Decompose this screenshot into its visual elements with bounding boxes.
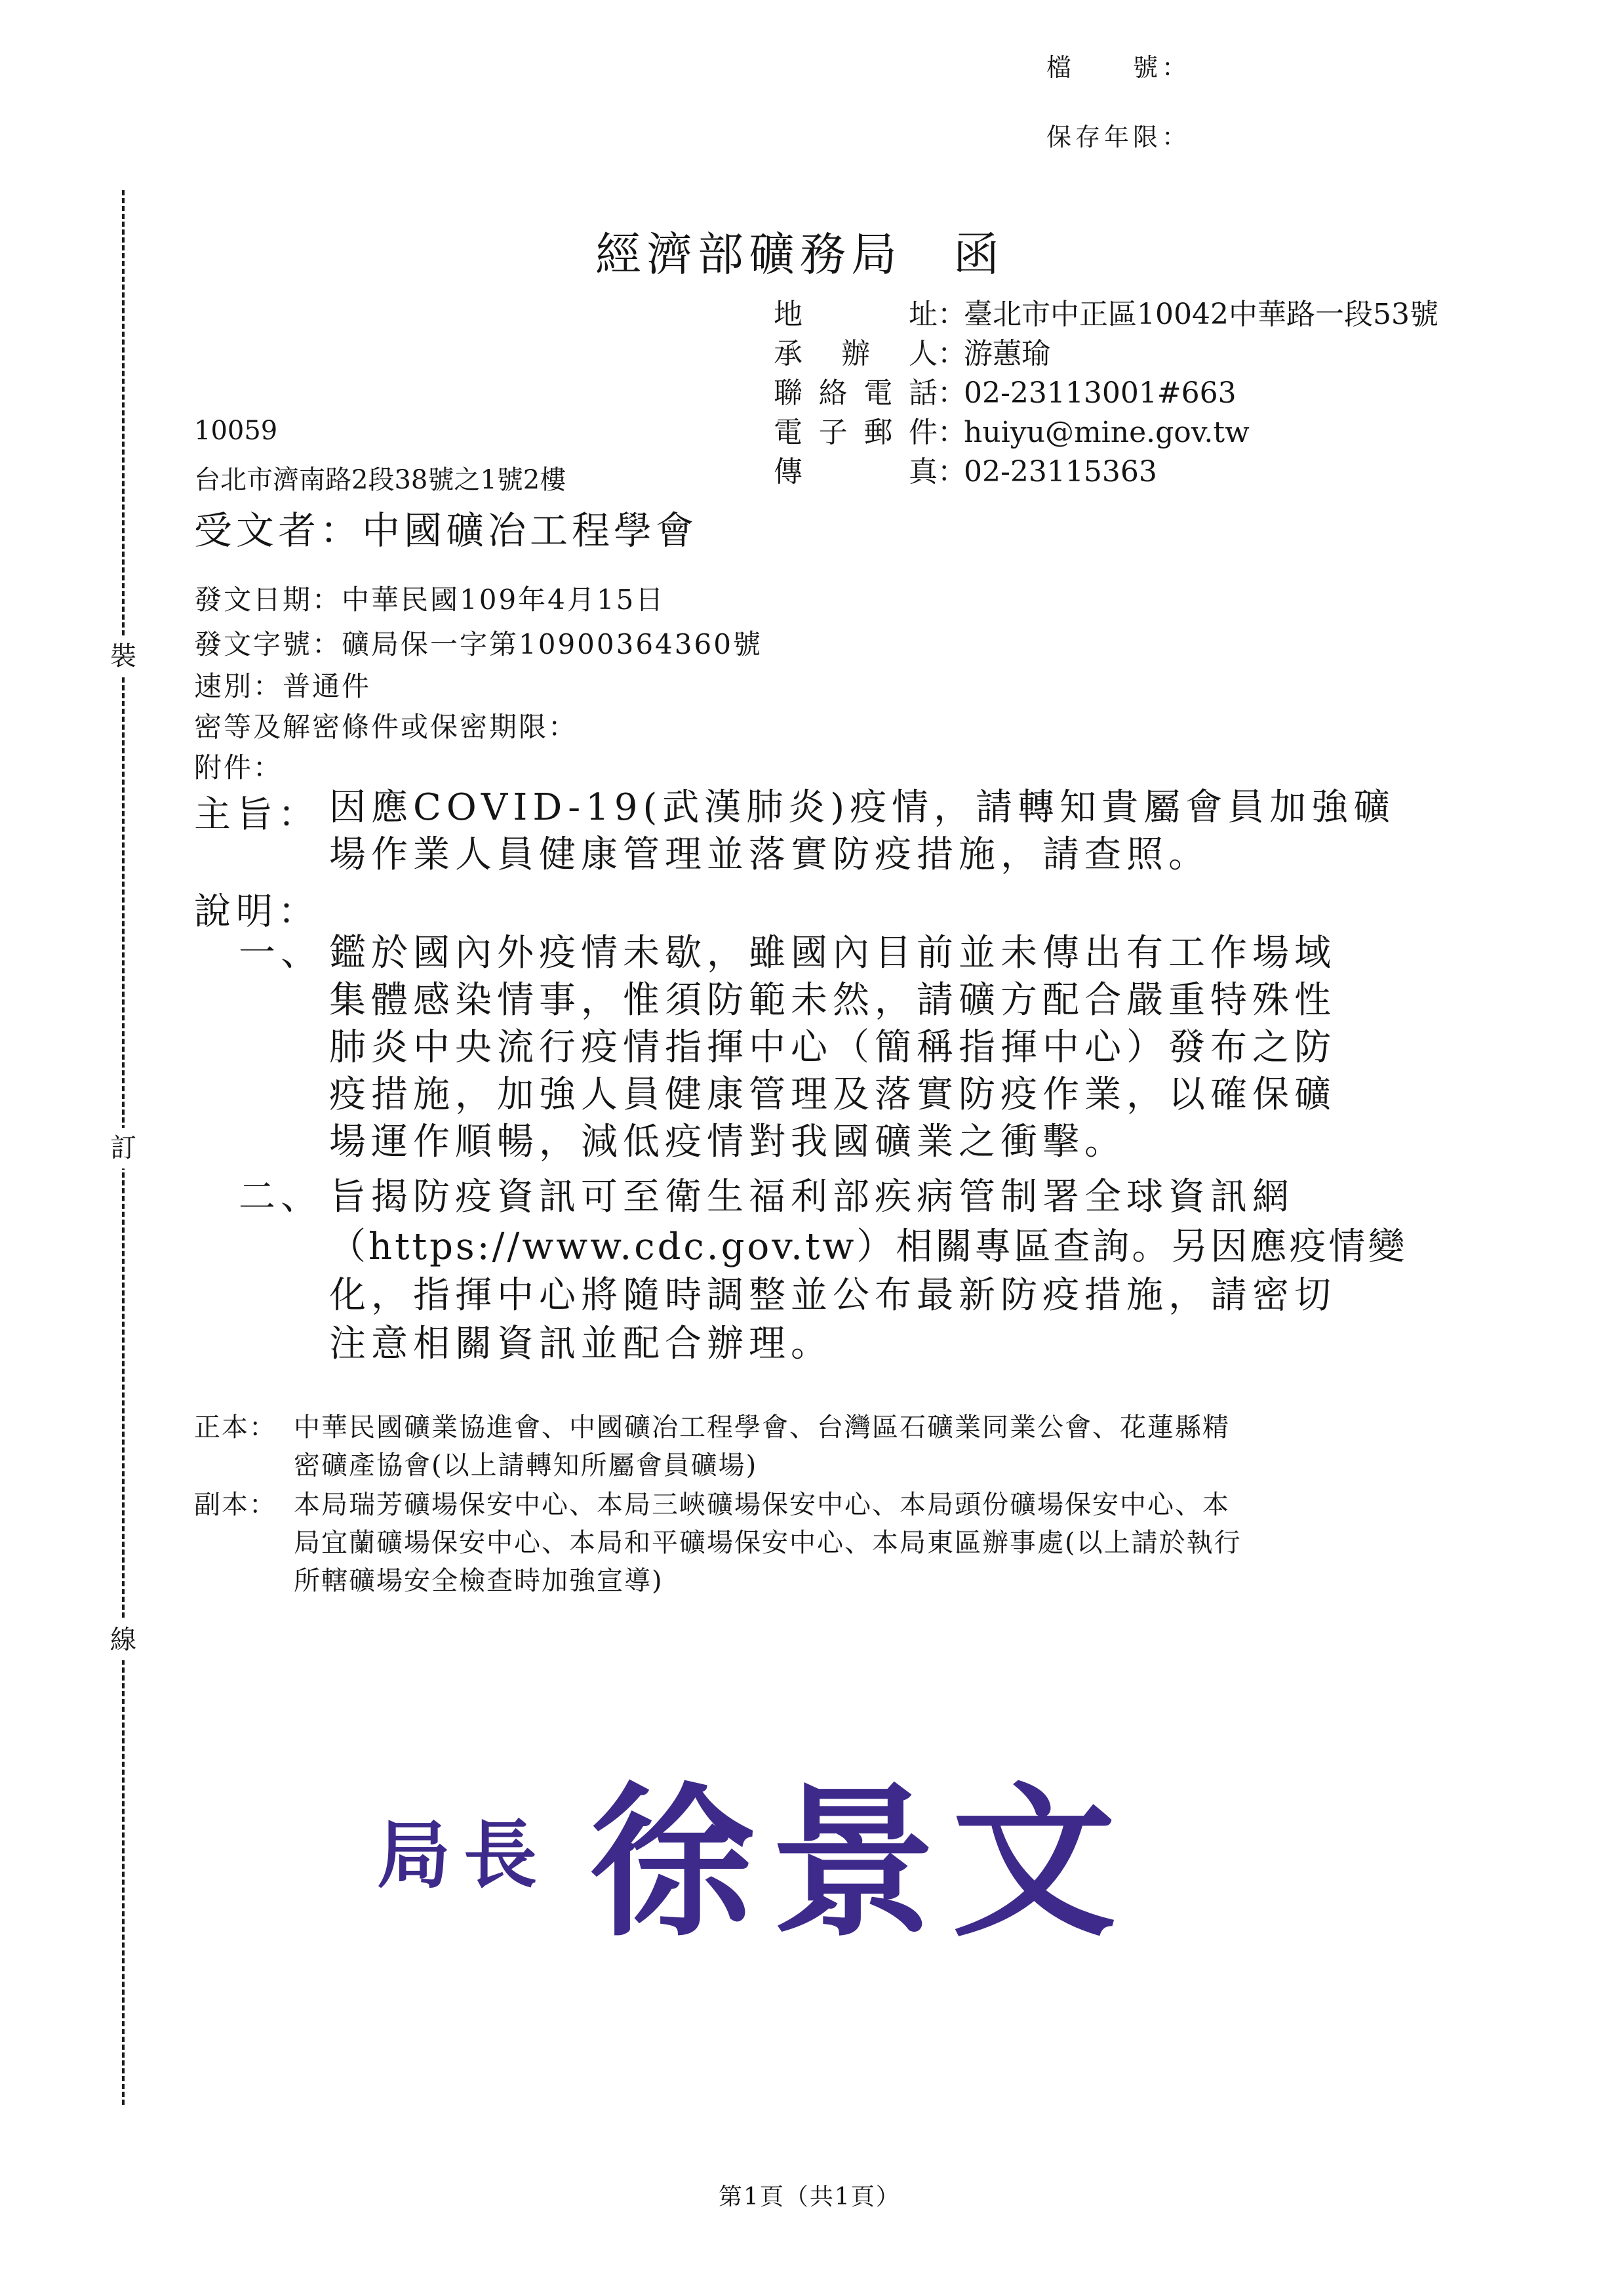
contact-value: 02-23115363 <box>964 455 1157 489</box>
explanation-line: 化，指揮中心將隨時調整並公布最新防疫措施，請密切 <box>329 1274 1336 1317</box>
secrecy-conditions: 密等及解密條件或保密期限： <box>194 711 578 743</box>
copy-recipients-label: 副本： <box>194 1490 277 1520</box>
binding-mark-ding: 訂 <box>105 1128 142 1168</box>
archive-no-label: 檔 號： <box>1046 53 1191 82</box>
explanation-line: 鑑於國內外疫情未歇，雖國內目前並未傳出有工作場域 <box>329 932 1336 974</box>
contact-value: 臺北市中正區10042中華路一段53號 <box>964 298 1438 331</box>
explanation-line: 肺炎中央流行疫情指揮中心（簡稱指揮中心）發布之防 <box>329 1026 1336 1069</box>
recipient-address: 台北市濟南路2段38號之1號2樓 <box>194 465 566 495</box>
page-number: 第1頁（共1頁） <box>719 2184 901 2210</box>
main-recipients-line: 中華民國礦業協進會、中國礦冶工程學會、台灣區石礦業同業公會、花蓮縣精 <box>294 1412 1230 1443</box>
director-title-stamp: 局長 <box>377 1812 550 1898</box>
copy-recipients-line: 所轄礦場安全檢查時加強宣導) <box>294 1566 663 1596</box>
attachment: 附件： <box>194 751 283 784</box>
speed-class: 速別：普通件 <box>194 670 372 702</box>
contact-label: 聯絡電話 <box>774 376 938 410</box>
binding-mark-zhuang: 裝 <box>105 636 142 677</box>
contact-value: 游蕙瑜 <box>964 337 1050 370</box>
explanation-line: （https://www.cdc.gov.tw）相關專區查詢。另因應疫情變 <box>329 1226 1408 1268</box>
document-title: 經濟部礦務局 函 <box>595 228 1004 281</box>
contact-value: huiyu@mine.gov.tw <box>964 416 1250 449</box>
contact-row-handler: 承 辦 人：游蕙瑜 <box>774 334 1050 374</box>
subject-label: 主旨： <box>194 793 320 836</box>
contact-label: 傳 真 <box>774 455 938 489</box>
explanation-line: 注意相關資訊並配合辦理。 <box>329 1323 833 1365</box>
contact-row-address: 地 址：臺北市中正區10042中華路一段53號 <box>774 295 1438 334</box>
explanation-marker-1: 一、 <box>239 932 323 974</box>
copy-recipients-line: 局宜蘭礦場保安中心、本局和平礦場保安中心、本局東區辦事處(以上請於執行 <box>294 1528 1242 1558</box>
subject-line: 因應COVID-19(武漢肺炎)疫情，請轉知貴屬會員加強礦 <box>329 786 1396 829</box>
copy-recipients-line: 本局瑞芳礦場保安中心、本局三峽礦場保安中心、本局頭份礦場保安中心、本 <box>294 1490 1230 1520</box>
contact-value: 02-23113001#663 <box>964 376 1237 410</box>
binding-mark-xian: 線 <box>105 1620 142 1660</box>
explanation-label: 說明： <box>194 890 320 933</box>
subject-line: 場作業人員健康管理並落實防疫措施，請查照。 <box>329 833 1210 876</box>
recipient-line: 受文者：中國礦冶工程學會 <box>194 508 698 553</box>
retention-label: 保存年限： <box>1046 123 1191 151</box>
contact-row-email: 電子郵件：huiyu@mine.gov.tw <box>774 413 1250 452</box>
main-recipients-label: 正本： <box>194 1412 277 1443</box>
contact-row-fax: 傳 真：02-23115363 <box>774 452 1157 492</box>
explanation-line: 場運作順暢，減低疫情對我國礦業之衝擊。 <box>329 1121 1126 1163</box>
contact-label: 地 址 <box>774 298 938 331</box>
issue-date: 發文日期：中華民國109年4月15日 <box>194 584 665 616</box>
contact-label: 電子郵件 <box>774 416 938 449</box>
contact-label: 承 辦 人 <box>774 337 938 370</box>
explanation-marker-2: 二、 <box>239 1176 323 1218</box>
explanation-line: 集體感染情事，惟須防範未然，請礦方配合嚴重特殊性 <box>329 979 1336 1022</box>
explanation-line: 疫措施，加強人員健康管理及落實防疫作業，以確保礦 <box>329 1073 1336 1116</box>
document-number: 發文字號：礦局保一字第10900364360號 <box>194 628 762 660</box>
explanation-line: 旨揭防疫資訊可至衛生福利部疾病管制署全球資訊網 <box>329 1176 1294 1218</box>
recipient-postal-code: 10059 <box>194 416 278 446</box>
main-recipients-line: 密礦產協會(以上請轉知所屬會員礦場) <box>294 1450 758 1481</box>
contact-row-phone: 聯絡電話：02-23113001#663 <box>774 374 1237 413</box>
director-signature-stamp: 徐景文 <box>590 1766 1133 1959</box>
